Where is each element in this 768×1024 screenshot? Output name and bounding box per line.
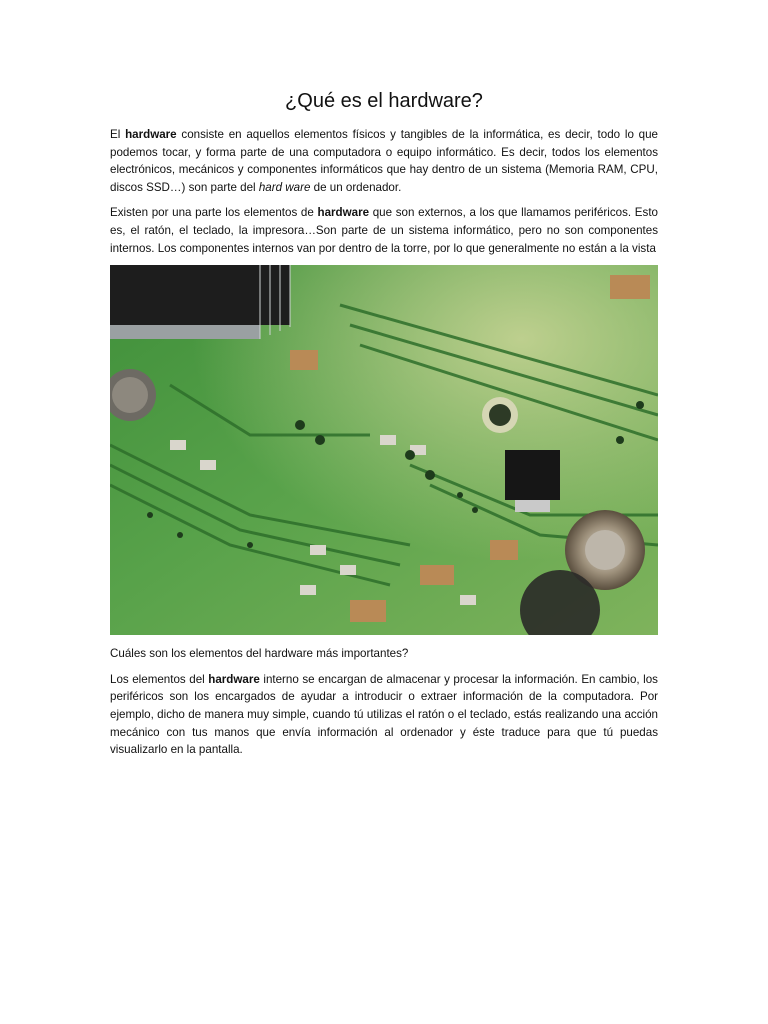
text-segment: consiste en aquellos elementos físicos y tangibles de la informática, es decir, todo lo que podemos tocar, y forma parte de una computadora o equipo informático. Es decir, todos los elementos electrónicos, mecánicos y componentes informáticos que hay dentro de un sistema (Memoria RAM, CPU, discos SSD…) son parte del — [110, 128, 658, 194]
circuit-board-photo — [110, 265, 658, 635]
text-segment: que son externos, a los que llamamos periféricos. Esto es, el ratón, el teclado, la impresora…Son parte de un sistema informático, pero no son componentes internos. Los componentes internos van por dentro de la torre, por lo que generalmente no están a la vista — [110, 206, 658, 255]
text-segment: de un ordenador. — [310, 180, 402, 194]
text-segment: interno se encargan de almacenar y procesar la información. En cambio, los periféricos son los encargados de ayudar a introducir o extraer información de la computadora. Por ejemplo, dicho de manera muy simple, cuando tú utilizas el ratón o el teclado, estás realizando una acción mecánico con tus manos que envía información al ordenador y éste traduce para que tú puedas visualizarlo en la pantalla. — [110, 672, 658, 757]
document-page — [110, 88, 658, 767]
bold-term: hardware — [125, 128, 177, 141]
bold-term: hardware — [208, 672, 260, 686]
text-segment: El — [110, 128, 126, 141]
text-segment: Los elementos del — [110, 672, 209, 686]
italic-term: hard ware — [258, 180, 311, 194]
paragraph-intro — [110, 126, 658, 196]
section-heading: Cuáles son los elementos del hardware más importantes? — [110, 647, 409, 661]
paragraph-elements — [110, 671, 658, 759]
page-title: ¿Qué es el hardware? — [285, 90, 483, 112]
bold-term: hardware — [317, 206, 370, 220]
paragraph-peripherals — [110, 204, 658, 257]
text-segment: Existen por una parte los elementos de — [110, 206, 318, 220]
